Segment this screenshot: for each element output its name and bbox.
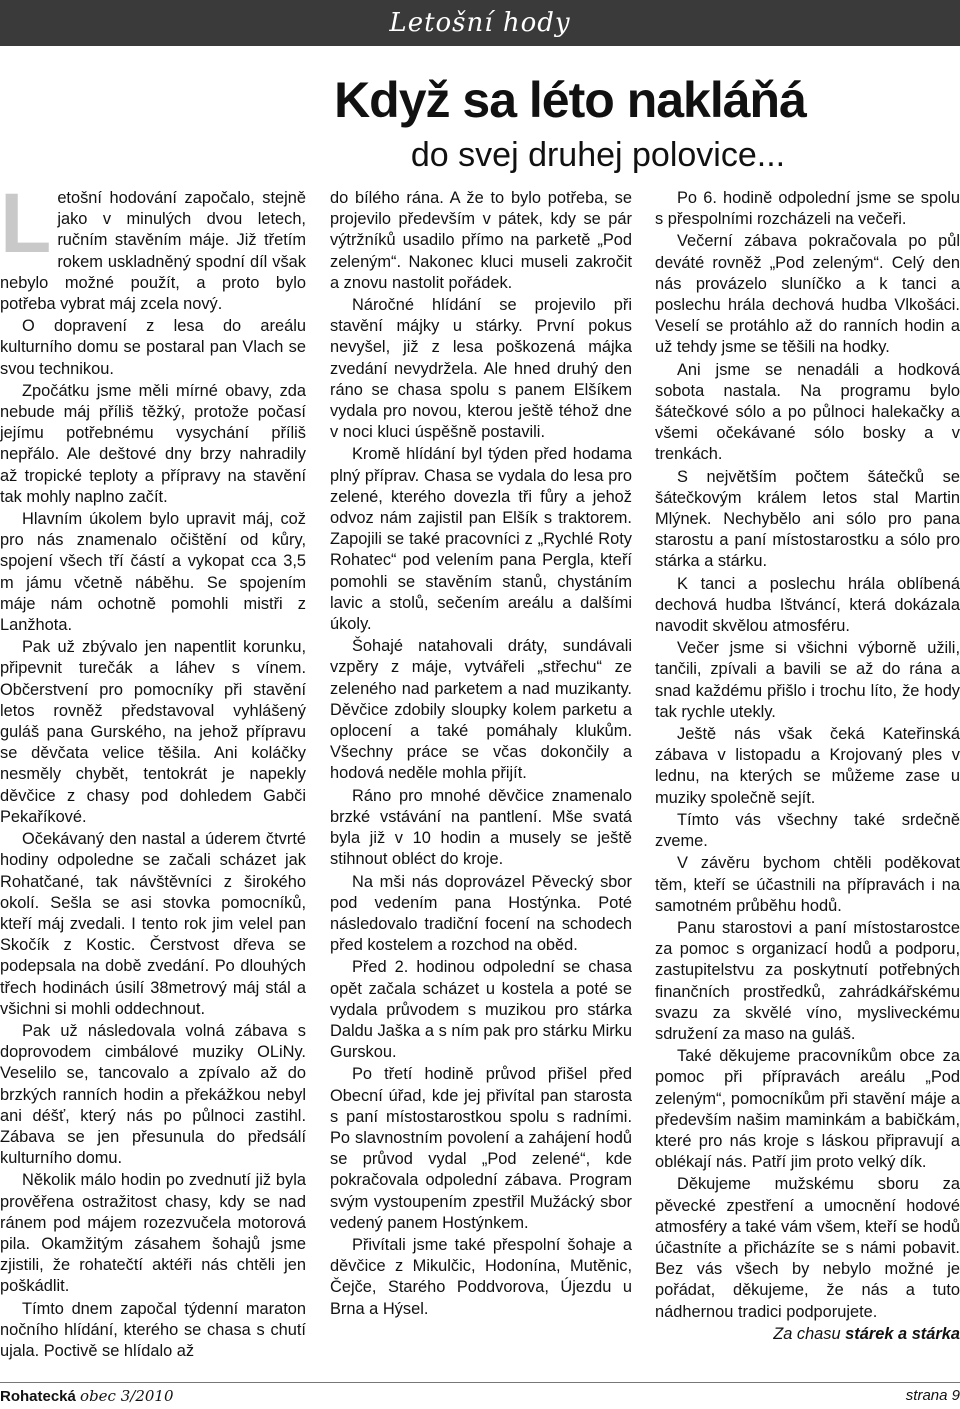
paragraph: Kromě hlídání byl týden před hodama plný příprav. Chasa se vydala do lesa pro zelené, kterého dovezla tři fůry a jehož odvoz nám zajistil pan Elšík s traktorem. Zapojili se také pracovníci z „Rychlé Roty Rohatec“ pod velením pana Pergla, kteří pomohli se stavěním stanů, chystáním lavic a stolů, sečením areálu a dalšími úkoly. [330, 445, 632, 634]
paragraph: Po třetí hodině průvod přišel před Obecní úřad, kde jej přivítal pan starosta s paní místostarostkou spolu s radními. Po slavnostním povolení a zahájení hodů se průvod vydal „Pod zelené“, kde pokračovala odpolední zábava. Program svým vystoupením zpestřil Mužácký sbor vedený panem Hostýnkem. [330, 1065, 632, 1232]
article-signature: Za chasu stárek a stárka [773, 1324, 960, 1343]
article-column-3 [655, 188, 960, 1345]
section-header-bar [0, 0, 960, 46]
paragraph: Tímto dnem započal týdenní maraton nočního hlídání, kterého se chasa s chutí ujala. Poctivě se hlídalo až [0, 1299, 306, 1360]
paragraph: Také děkujeme pracovníkům obce za pomoc při přípravách areálu „Pod zeleným“, pomocníkům při stavění máje a především našim maminkám a babičkám, které pro nás kroje s láskou připravují a oblékají nás. Patří jim proto velký dík. [655, 1047, 960, 1172]
paragraph: Před 2. hodinou odpolední se chasa opět začala scházet u kostela a poté se vydala průvodem s muzikou pro stárka Daldu Jaška a s ním pak pro stárku Mirku Gurskou. [330, 958, 632, 1062]
paragraph: Děkujeme mužskému sboru za pěvecké zpestření a umocnění hodové atmosféry a také vám všem, kteří se hodů účastníte a přicházíte se s námi pobavit. Bez vás všech by nebylo možné je pořádat, děkujeme, že nás a tuto nádhernou tradici podporujete. [655, 1175, 960, 1321]
paragraph: Po 6. hodině odpolední jsme se spolu s přespolními rozcházeli na večeři. [655, 189, 960, 229]
paragraph: Zpočátku jsme měli mírné obavy, zda nebude máj příliš těžký, protože počasí jejímu potřebnému vysychání příliš nepřálo. Ale deštové dny brzy nahradily až tropické teploty a přípravy na stavění tak mohly naplno začít. [0, 381, 306, 506]
paragraph: Panu starostovi a paní místostarostce za pomoc s organizací hodů a podporu, zastupitelstvu za poskytnutí potřebných finančních prostředků, zahrádkářskému svazu za skvělé víno, mysliveckému sdružení za maso na guláš. [655, 918, 960, 1043]
paragraph: S největším počtem šátečků se šátečkovým králem letos stal Martin Mlýnek. Nechybělo ani sólo pro pana starostu a paní místostarostku a sólo pro stárka a stárku. [655, 467, 960, 571]
paragraph: K tanci a poslechu hrála oblíbená dechová hudba Ištváncí, která dokázala navodit skvělou atmosféru. [655, 574, 960, 636]
article-subtitle: do svej druhej polovice... [410, 136, 786, 174]
paragraph: Náročné hlídání se projevilo při stavění májky u stárky. První pokus nevyšel, již z lesa poškozená májka zvedání nevydržela. Ale hned druhý den ráno se chasa spolu s panem Elšíkem vydala pro novou, kterou ještě téhož dne v noci kluci úspěšně postavili. [330, 296, 632, 442]
paragraph: Očekávaný den nastal a úderem čtvrté hodiny odpoledne se začali scházet jak Rohatčané, tak návštěvníci z širokého okolí. Sešla se asi stovka pomocníků, kteří máj zvedali. I tento rok jim velel pan Skočík z Kostic. Čerstvost dřeva se podepsala na době zvedání. Po dlouhých třech hodinách úsilí 38metrový máj stál a všichni si mohli oddechnout. [0, 830, 306, 1018]
paragraph: Ještě nás však čeká Kateřinská zábava v listopadu a Krojovaný ples v lednu, na kterých se můžeme zase u muziky společně sejít. [655, 725, 960, 807]
paragraph: Šohajé natahovali dráty, sundávali vzpěry z máje, vytvářeli „střechu“ ze zeleného nad parketem a nad muzikanty. Děvčice zdobily sloupky kolem parketu a oplocení a také pomáhaly klukům. Všechny práce se včas dokončily a hodová neděle mohla přijít. [330, 637, 632, 783]
page-footer [0, 1387, 960, 1407]
paragraph: Ráno pro mnohé děvčice znamenalo brzké vstávání na pantlení. Mše svatá byla již v 10 hodin a musely se ještě stihnout obléct do kroje. [330, 786, 632, 869]
paragraph: Přivítali jsme také přespolní šohaje a děvčice z Mikulčic, Hodonína, Mutěnic, Čejče, Starého Poddvorova, Újezdu u Brna a Hýsel. [330, 1235, 632, 1318]
paragraph: do bílého rána. A že to bylo potřeba, se projevilo především v pátek, kdy se pár výtržníků usadilo přímo na parketě „Pod zeleným“. Nakonec kluci museli zakročit a znovu nastolit pořádek. [330, 189, 632, 292]
paragraph: Hlavním úkolem bylo upravit máj, což pro nás znamenalo očištění od kůry, spojení všech tří částí a vykopat cca 3,5 m jámu včetně náběhu. Se spojením máje nám ochotně pomohli mistři z Lanžhota. [0, 510, 306, 635]
paragraph: Večerní zábava pokračovala po půl deváté rovněž „Pod zeleným“. Celý den nás provázelo sluníčko a k tanci a poslechu hrála dechová hudba Vlkošáci. Veselí se protáhlo až do ranních hodin a už tehdy jsme se těšili na hodky. [655, 232, 960, 357]
paragraph: Tímto vás všechny také srdečně zveme. [655, 810, 960, 851]
paragraph: Večer jsme si všichni výborně užili, tančili, zpívali a bavili se až do rána a snad každému přišlo i trochu líto, že hody tak rychle utekly. [655, 639, 960, 721]
footer-divider [0, 1382, 960, 1383]
paragraph: Pak už následovala volná zábava s doprovodem cimbálové muziky OLiNy. Veselilo se, tancovalo a zpívalo až do brzkých ranních hodin a překážkou nebyl ani déšť, který nás po půlnoci zastihl. Zábava se jen přesunula do předsálí kulturního domu. [0, 1021, 306, 1168]
article-column-2 [330, 188, 632, 1320]
paragraph: Na mši nás doprovázel Pěvecký sbor pod vedením pana Hostýnka. Poté následovalo tradiční focení na schodech před kostelem a rozchod na oběd. [330, 872, 632, 955]
paragraph: Pak už zbývalo jen napentlit korunku, připevnit turečák a láhev s vínem. Občerstvení pro pomocníky při stavění letos rovněž představoval vyhlášený guláš pana Gurského, na jehož přípravu se děvčata velice těšila. Ani koláčky nesměly chybět, tentokrát je napekly děvčice z chasy pod dohledem Gabči Pekaříkové. [0, 638, 306, 826]
publication-name: Rohatecká obec 3/2010 [0, 1387, 174, 1405]
article-column-1 [0, 176, 306, 1362]
paragraph: Letošní hodování započalo, stejně jako v minulých dvou letech, ručním stavěním máje. Již třetím rokem uskladněný spodní díl však nebylo možné použít, a proto bylo potřeba vybrat máj zcela nový. [0, 176, 306, 314]
paragraph: Několik málo hodin po zvednutí již byla prověřena ostražitost chasy, kdy se nad ránem pod májem rozezvučela motorová pila. Okamžitým zásahem šohajů jsme zjistili, že rohatečtí aktéři nás chtěli jen poškádlit. [0, 1171, 306, 1296]
article-title: Když sa léto nakláňá [334, 72, 806, 128]
drop-cap: L [0, 176, 52, 270]
page-number: strana 9 [905, 1387, 960, 1404]
section-label: Letošní hody [389, 8, 571, 38]
paragraph: V závěru bychom chtěli poděkovat těm, kteří se účastnili na přípravách i na samotném průběhu hodů. [655, 854, 960, 915]
paragraph: O dopravení z lesa do areálu kulturního domu se postaral pan Vlach se svou technikou. [0, 317, 306, 378]
paragraph: Ani jsme se nenadáli a hodková sobota nastala. Na programu bylo šátečkové sólo a po půlnoci halekačky a všemi očekávané sólo bosky a v trenkách. [655, 360, 960, 464]
